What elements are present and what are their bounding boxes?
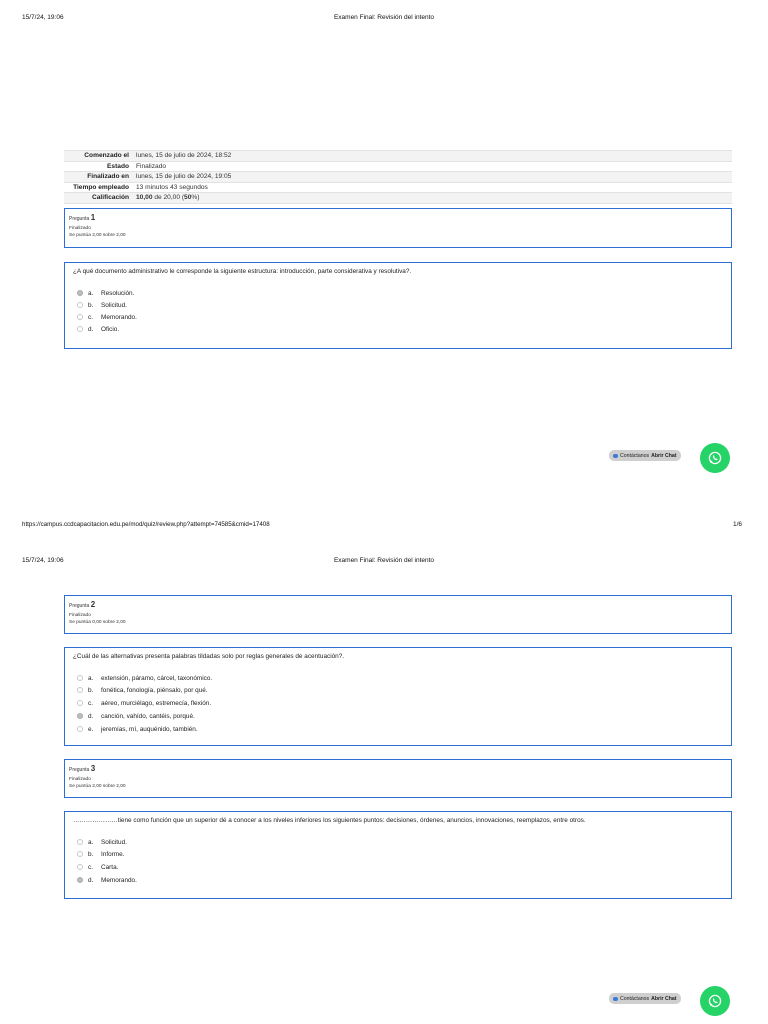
question-number-value: 3: [90, 764, 96, 773]
question-text: …………………tiene como función que un superior dé a conocer a los niveles inferiores los siguientes puntos: decisiones, órdenes, anuncios, innovaciones, reemplazos, entre otros.: [73, 817, 586, 824]
print-title: Examen Final: Revisión del intento: [333, 557, 435, 564]
question-number: [69, 599, 727, 612]
answer-option[interactable]: [77, 288, 134, 298]
option-text: canción, vahído, cantéis, porqué.: [101, 712, 195, 720]
whatsapp-button[interactable]: [700, 986, 730, 1016]
question-number-value: 2: [90, 600, 96, 609]
radio-icon[interactable]: [77, 864, 83, 870]
radio-icon[interactable]: [77, 314, 83, 320]
question-2-content: [64, 647, 732, 746]
answer-option[interactable]: [77, 673, 212, 683]
summary-label: Calificación: [91, 194, 129, 201]
option-letter: c.: [88, 313, 93, 321]
summary-label: Tiempo empleado: [73, 183, 129, 191]
chat-contact-label: Contáctanos: [620, 995, 650, 1002]
answer-option[interactable]: [77, 312, 137, 322]
answer-option[interactable]: [77, 685, 208, 695]
chat-button[interactable]: [609, 450, 681, 461]
option-text: Resolución.: [101, 289, 135, 297]
answer-option[interactable]: [77, 849, 124, 859]
print-datetime: 15/7/24, 19:06: [22, 557, 64, 564]
chat-button[interactable]: [609, 993, 681, 1004]
option-text: Solicitud.: [101, 301, 127, 309]
print-title: Examen Final: Revisión del intento: [333, 14, 435, 21]
summary-row: [64, 193, 732, 204]
summary-value: lunes, 15 de julio de 2024, 19:05: [136, 173, 232, 180]
answer-option[interactable]: [77, 724, 198, 734]
summary-label: Comenzado el: [84, 152, 129, 159]
option-letter: d.: [88, 712, 94, 720]
question-label: Pregunta: [69, 603, 90, 609]
option-letter: b.: [88, 301, 94, 309]
answer-option[interactable]: [77, 875, 137, 885]
radio-icon[interactable]: [77, 326, 83, 332]
radio-icon[interactable]: [77, 700, 83, 706]
question-3-content: [64, 811, 732, 899]
option-text: jeremías, mí, auquénido, también.: [101, 725, 198, 733]
chat-open-label: Abrir Chat: [651, 995, 677, 1002]
option-text: Informe.: [101, 850, 125, 858]
question-number-value: 1: [90, 213, 96, 222]
answer-option[interactable]: [77, 324, 119, 334]
option-letter: e.: [88, 725, 94, 733]
answer-option[interactable]: [77, 862, 118, 872]
question-status: Finalizado: [69, 776, 91, 782]
question-label: Pregunta: [69, 767, 90, 773]
radio-icon[interactable]: [77, 687, 83, 693]
grade-total: de 20,00 (: [152, 194, 185, 201]
print-url: https://campus.ccdcapacitacion.edu.pe/mod/quiz/review.php?attempt=74585&cmid=17408: [22, 521, 270, 528]
radio-icon[interactable]: [77, 726, 83, 732]
chat-contact-label: Contáctanos: [620, 452, 650, 459]
option-text: Solicitud.: [101, 838, 127, 846]
option-text: fonética, fonología, piénsalo, por qué.: [101, 686, 208, 694]
print-datetime: 15/7/24, 19:06: [22, 14, 64, 21]
question-score: Se puntúa 0,00 sobre 2,00: [69, 620, 126, 626]
attempt-summary-table: [64, 150, 732, 204]
question-1-info: [64, 208, 732, 248]
summary-label: Finalizado en: [87, 173, 129, 180]
option-letter: a.: [88, 838, 94, 846]
radio-icon[interactable]: [77, 302, 83, 308]
answer-option[interactable]: [77, 300, 127, 310]
option-letter: a.: [88, 289, 94, 297]
option-text: Carta.: [101, 863, 119, 871]
answer-option[interactable]: [77, 711, 195, 721]
whatsapp-icon: [707, 450, 723, 466]
chat-open-label: Abrir Chat: [651, 452, 677, 459]
option-letter: c.: [88, 699, 93, 707]
option-letter: d.: [88, 325, 94, 333]
page-number: 1/6: [733, 521, 743, 528]
chat-bubble-icon: [613, 997, 618, 1001]
question-text: ¿A qué documento administrativo le corresponde la siguiente estructura: introducción, parte considerativa y resolutiva?.: [73, 268, 412, 275]
question-status: Finalizado: [69, 225, 91, 231]
question-3-info: [64, 759, 732, 798]
question-1-content: [64, 262, 732, 349]
question-score: Se puntúa 2,00 sobre 2,00: [69, 784, 126, 790]
question-number: [69, 763, 727, 776]
option-text: extensión, páramo, cárcel, taxonómico.: [101, 674, 213, 682]
summary-row: [64, 183, 732, 194]
question-score: Se puntúa 2,00 sobre 2,00: [69, 233, 126, 239]
grade-end: %): [191, 194, 200, 201]
summary-row: [64, 172, 732, 183]
option-letter: b.: [88, 686, 94, 694]
summary-value: lunes, 15 de julio de 2024, 18:52: [136, 152, 232, 159]
grade-percent: 50: [184, 194, 192, 201]
option-text: Oficio.: [101, 325, 120, 333]
summary-label: Estado: [107, 162, 129, 170]
radio-icon[interactable]: [77, 877, 83, 883]
whatsapp-icon: [707, 993, 723, 1009]
radio-icon[interactable]: [77, 851, 83, 857]
option-letter: b.: [88, 850, 94, 858]
question-number: [69, 212, 727, 225]
option-letter: a.: [88, 674, 94, 682]
summary-value: 13 minutos 43 segundos: [136, 183, 208, 191]
radio-icon[interactable]: [77, 675, 83, 681]
answer-option[interactable]: [77, 698, 211, 708]
question-2-info: [64, 595, 732, 634]
summary-value: Finalizado: [136, 162, 167, 170]
question-status: Finalizado: [69, 612, 91, 618]
chat-bubble-icon: [613, 454, 618, 458]
radio-icon[interactable]: [77, 713, 83, 719]
whatsapp-button[interactable]: [700, 443, 730, 473]
option-letter: d.: [88, 876, 94, 884]
option-text: Memorando.: [101, 313, 137, 321]
option-text: Memorando.: [101, 876, 137, 884]
radio-icon[interactable]: [77, 290, 83, 296]
grade-value: [134, 193, 732, 203]
summary-row: [64, 162, 732, 173]
answer-option[interactable]: [77, 837, 127, 847]
option-letter: c.: [88, 863, 93, 871]
radio-icon[interactable]: [77, 839, 83, 845]
grade-score: 10,00: [136, 194, 153, 201]
question-label: Pregunta: [69, 216, 90, 222]
summary-row: [64, 151, 732, 162]
question-text: ¿Cuál de las alternativas presenta palabras tildadas solo por reglas generales de acentuación?.: [73, 653, 345, 660]
option-text: aéreo, murciélago, estremecía, flexión.: [101, 699, 212, 707]
